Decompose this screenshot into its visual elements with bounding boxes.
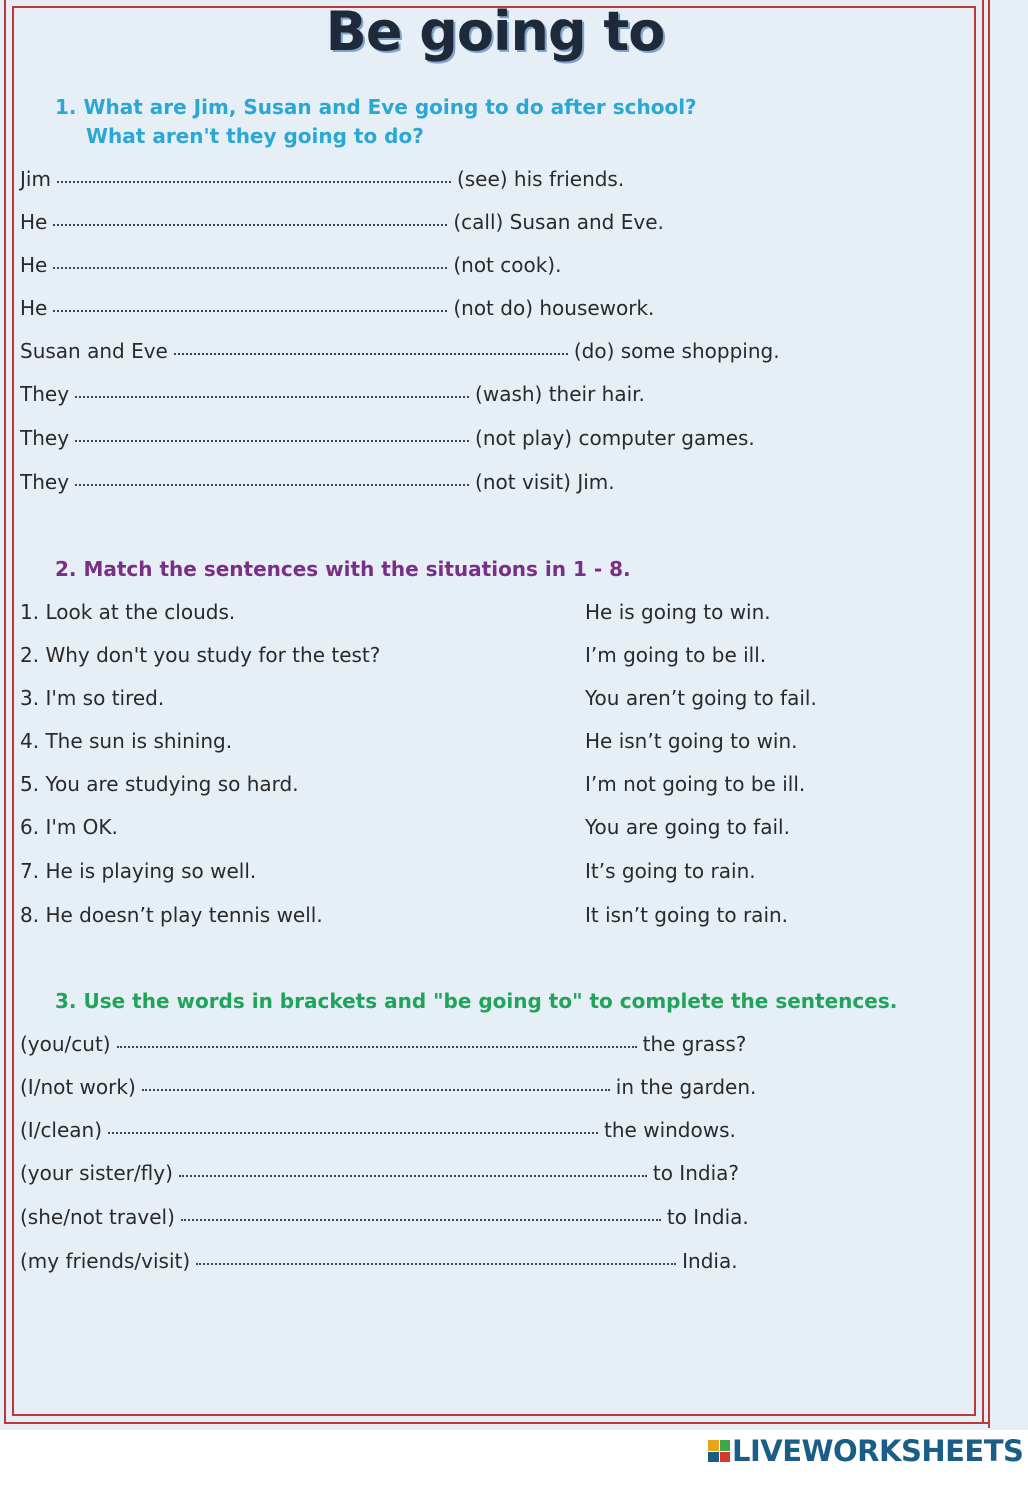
match-right-item[interactable]: I’m going to be ill.: [585, 643, 767, 667]
s3-row: [20, 1161, 739, 1185]
s1-cue: (call) Susan and Eve.: [453, 210, 664, 234]
match-right-item[interactable]: It isn’t going to rain.: [585, 903, 789, 927]
match-right-item[interactable]: You are going to fail.: [585, 815, 790, 839]
liveworksheets-brand: [708, 1433, 1028, 1469]
answer-blank[interactable]: [196, 1263, 676, 1265]
answer-blank[interactable]: [57, 181, 451, 183]
brand-text: LIVEWORKSHEETS: [732, 1434, 1024, 1468]
section2-heading: 2. Match the sentences with the situations in 1 - 8.: [55, 557, 631, 581]
answer-blank[interactable]: [174, 353, 568, 355]
section3-heading: 3. Use the words in brackets and "be going to" to complete the sentences.: [55, 989, 898, 1013]
match-left-item[interactable]: 4. The sun is shining.: [20, 729, 233, 753]
answer-blank[interactable]: [75, 396, 469, 398]
s1-row: [20, 253, 561, 277]
s1-subject: They: [20, 382, 70, 406]
border-right-inner: [974, 6, 976, 1416]
match-left-item[interactable]: 5. You are studying so hard.: [20, 772, 299, 796]
s3-cue: (I/clean): [20, 1118, 103, 1142]
match-left-item[interactable]: 8. He doesn’t play tennis well.: [20, 903, 323, 927]
border-right-outer2: [988, 0, 990, 1428]
s3-cue: (you/cut): [20, 1032, 111, 1056]
answer-blank[interactable]: [142, 1089, 610, 1091]
match-left-item[interactable]: 3. I'm so tired.: [20, 686, 165, 710]
s1-subject: Jim: [20, 167, 51, 191]
match-right-item[interactable]: He isn’t going to win.: [585, 729, 798, 753]
s3-cue: (your sister/fly): [20, 1161, 173, 1185]
s1-row: [20, 382, 645, 406]
match-left-item[interactable]: 7. He is playing so well.: [20, 859, 257, 883]
s3-cue: (she/not travel): [20, 1205, 175, 1229]
answer-blank[interactable]: [53, 310, 447, 312]
match-left-item[interactable]: 1. Look at the clouds.: [20, 600, 236, 624]
s1-row: [20, 167, 624, 191]
s3-end: India.: [682, 1249, 738, 1273]
s1-subject: They: [20, 426, 70, 450]
liveworksheets-logo-icon: [708, 1440, 730, 1462]
match-right-item[interactable]: I’m not going to be ill.: [585, 772, 806, 796]
s1-row: [20, 296, 654, 320]
border-right-outer: [982, 0, 984, 1424]
section1-heading-line1: 1. What are Jim, Susan and Eve going to do after school?: [55, 95, 697, 119]
s1-cue: (not visit) Jim.: [475, 470, 615, 494]
match-left-item[interactable]: 6. I'm OK.: [20, 815, 118, 839]
border-bottom-inner: [12, 1414, 976, 1416]
s1-row: [20, 339, 780, 363]
match-right-item[interactable]: It’s going to rain.: [585, 859, 756, 883]
s1-cue: (do) some shopping.: [573, 339, 780, 363]
border-left-outer: [4, 0, 6, 1424]
s3-end: to India?: [652, 1161, 740, 1185]
answer-blank[interactable]: [53, 224, 447, 226]
answer-blank[interactable]: [75, 440, 469, 442]
s1-subject: He: [20, 253, 48, 277]
s1-subject: He: [20, 210, 48, 234]
s3-cue: (I/not work): [20, 1075, 136, 1099]
section1-heading-line2: What aren't they going to do?: [86, 124, 424, 148]
s1-row: [20, 470, 615, 494]
s1-subject: He: [20, 296, 48, 320]
border-bottom-outer: [4, 1422, 990, 1424]
answer-blank[interactable]: [179, 1175, 647, 1177]
s3-row: [20, 1118, 736, 1142]
border-left-inner: [12, 6, 14, 1416]
s1-row: [20, 426, 755, 450]
answer-blank[interactable]: [117, 1046, 637, 1048]
s1-row: [20, 210, 664, 234]
s3-row: [20, 1075, 756, 1099]
s1-cue: (wash) their hair.: [475, 382, 645, 406]
s1-cue: (not play) computer games.: [475, 426, 755, 450]
s3-end: in the garden.: [615, 1075, 757, 1099]
s3-end: to India.: [666, 1205, 749, 1229]
s3-end: the grass?: [642, 1032, 747, 1056]
answer-blank[interactable]: [108, 1132, 598, 1134]
s3-row: [20, 1249, 738, 1273]
s3-row: [20, 1205, 749, 1229]
match-left-item[interactable]: 2. Why don't you study for the test?: [20, 643, 381, 667]
s1-subject: Susan and Eve: [20, 339, 168, 363]
s3-row: [20, 1032, 746, 1056]
match-right-item[interactable]: He is going to win.: [585, 600, 771, 624]
match-right-item[interactable]: You aren’t going to fail.: [585, 686, 817, 710]
s1-cue: (see) his friends.: [456, 167, 625, 191]
s1-subject: They: [20, 470, 70, 494]
page-title: Be going to: [325, 0, 665, 63]
s3-end: the windows.: [604, 1118, 736, 1142]
answer-blank[interactable]: [75, 484, 469, 486]
answer-blank[interactable]: [53, 267, 447, 269]
s3-cue: (my friends/visit): [20, 1249, 191, 1273]
answer-blank[interactable]: [181, 1219, 661, 1221]
s1-cue: (not cook).: [453, 253, 562, 277]
s1-cue: (not do) housework.: [453, 296, 655, 320]
